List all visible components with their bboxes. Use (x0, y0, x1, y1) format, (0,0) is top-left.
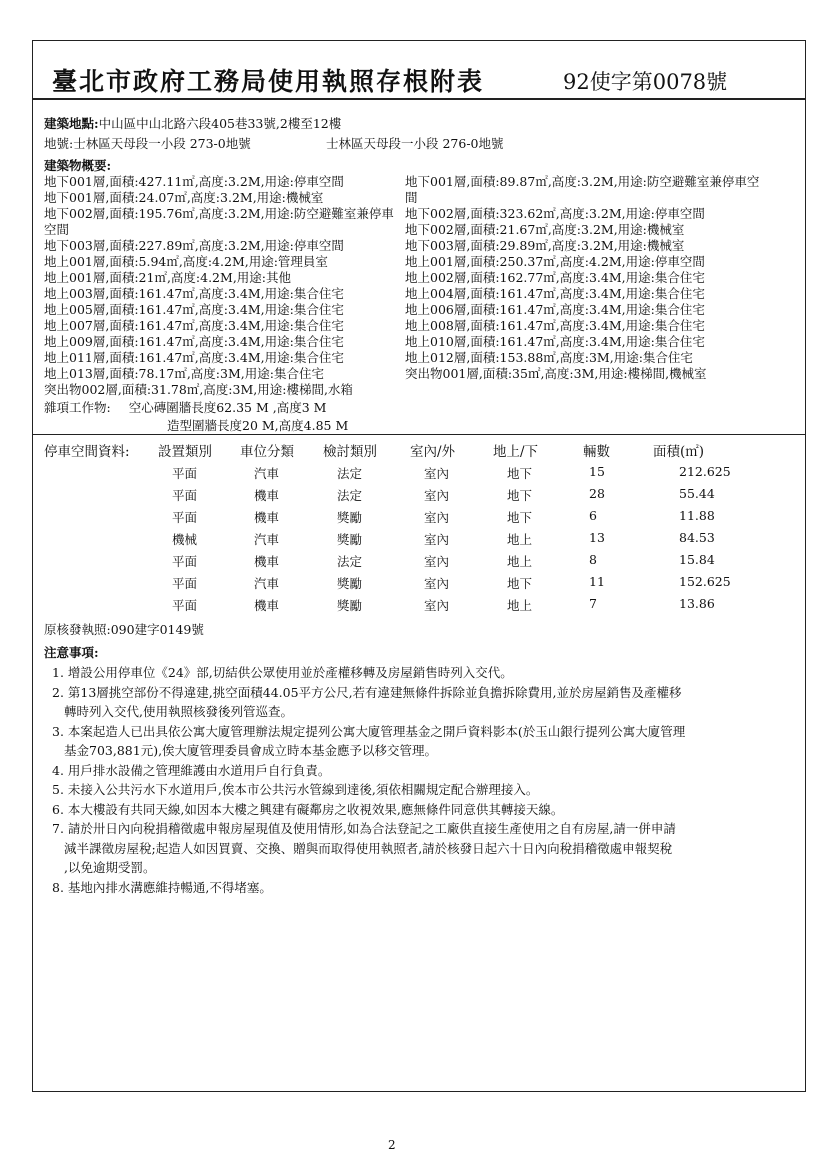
parking-cell: 法定 (337, 488, 363, 503)
parking-cell: 室內 (424, 554, 450, 569)
parking-column-header: 室內/外 (410, 444, 456, 460)
note-line: 8. 基地內排水溝應維持暢通,不得堵塞。 (52, 879, 272, 895)
overview-floor-entry: 地上006層,面積:161.47㎡,高度:3.4M,用途:集合住宅 (405, 302, 705, 317)
overview-floor-entry: 地上003層,面積:161.47㎡,高度:3.4M,用途:集合住宅 (44, 286, 344, 301)
parking-cell: 地下 (507, 466, 533, 481)
parking-cell: 地上 (507, 598, 533, 613)
note-line: 4. 用戶排水設備之管理維護由水道用戶自行負責。 (52, 762, 331, 778)
overview-floor-entry: 地上011層,面積:161.47㎡,高度:3.4M,用途:集合住宅 (44, 350, 344, 365)
parking-column-header: 設置類別 (158, 444, 212, 460)
note-line: 基金703,881元),俟大廈管理委員會成立時本基金應予以移交管理。 (64, 743, 438, 758)
title-divider (32, 98, 806, 100)
parking-cell: 獎勵 (337, 510, 363, 525)
parking-cell: 212.625 (679, 464, 731, 479)
parking-cell: 11 (589, 574, 605, 589)
misc-item-2: 造型圍牆長度20 M,高度4.85 M (167, 418, 349, 433)
parking-cell: 11.88 (679, 508, 715, 523)
parking-label: 停車空間資料: (44, 444, 130, 460)
parking-cell: 15 (589, 464, 605, 479)
parking-cell: 機械 (172, 532, 198, 547)
lot-value-2: 士林區天母段一小段 276-0地號 (326, 136, 504, 151)
parking-cell: 8 (589, 552, 597, 567)
overview-floor-entry: 地上009層,面積:161.47㎡,高度:3.4M,用途:集合住宅 (44, 334, 344, 349)
overview-floor-entry: 地下003層,面積:29.89㎡,高度:3.2M,用途:機械室 (405, 238, 685, 253)
parking-cell: 地上 (507, 532, 533, 547)
overview-floor-entry: 地上010層,面積:161.47㎡,高度:3.4M,用途:集合住宅 (405, 334, 705, 349)
parking-cell: 6 (589, 508, 597, 523)
parking-cell: 汽車 (254, 576, 280, 591)
overview-floor-entry: 地上004層,面積:161.47㎡,高度:3.4M,用途:集合住宅 (405, 286, 705, 301)
overview-floor-entry: 地下002層,面積:323.62㎡,高度:3.2M,用途:停車空間 (405, 206, 705, 221)
parking-column-header: 輛數 (583, 444, 610, 460)
parking-cell: 平面 (172, 554, 198, 569)
overview-floor-entry: 地上001層,面積:21㎡,高度:4.2M,用途:其他 (44, 270, 291, 285)
original-permit-label: 原核發執照: (44, 622, 111, 637)
overview-floor-entry: 地上008層,面積:161.47㎡,高度:3.4M,用途:集合住宅 (405, 318, 705, 333)
permit-number: 92使字第0078號 (563, 70, 728, 94)
parking-cell: 平面 (172, 466, 198, 481)
overview-label: 建築物概要: (44, 158, 112, 173)
parking-cell: 7 (589, 596, 597, 611)
original-permit (44, 622, 204, 638)
parking-cell: 13 (589, 530, 605, 545)
overview-right-column (405, 174, 760, 382)
parking-cell: 地上 (507, 554, 533, 569)
overview-floor-entry: 突出物001層,面積:35㎡,高度:3M,用途:樓梯間,機械室 (405, 366, 707, 381)
overview-floor-entry: 地上005層,面積:161.47㎡,高度:3.4M,用途:集合住宅 (44, 302, 344, 317)
original-permit-value: 090建字0149號 (110, 622, 204, 637)
overview-floor-entry: 地下003層,面積:227.89㎡,高度:3.2M,用途:停車空間 (44, 238, 344, 253)
misc-item-1: 空心磚圍牆長度62.35 M ,高度3 M (128, 400, 327, 415)
parking-column-header: 車位分類 (240, 444, 294, 460)
parking-cell: 地下 (507, 576, 533, 591)
parking-cell: 15.84 (679, 552, 715, 567)
overview-floor-entry: 地下002層,面積:21.67㎡,高度:3.2M,用途:機械室 (405, 222, 685, 237)
parking-cell: 55.44 (679, 486, 715, 501)
parking-cell: 室內 (424, 510, 450, 525)
note-line: 轉時列入交代,使用執照核發後列管巡查。 (64, 704, 293, 719)
parking-cell: 室內 (424, 598, 450, 613)
lot-label: 地號: (44, 136, 74, 151)
parking-cell: 平面 (172, 598, 198, 613)
parking-cell: 機車 (254, 510, 280, 525)
overview-floor-entry: 地下001層,面積:427.11㎡,高度:3.2M,用途:停車空間 (44, 174, 344, 189)
page-number: 2 (388, 1138, 396, 1152)
note-line: 減半課徵房屋稅;起造人如因買賣、交換、贈與而取得使用執照者,請於核發日起六十日內向稅捐稽徵處申報契稅 (64, 840, 673, 856)
parking-cell: 法定 (337, 554, 363, 569)
site-address-label: 建築地點: (44, 116, 99, 131)
overview-floor-entry: 地上013層,面積:78.17㎡,高度:3M,用途:集合住宅 (44, 366, 324, 381)
parking-cell: 地下 (507, 488, 533, 503)
overview-floor-entry: 地下001層,面積:24.07㎡,高度:3.2M,用途:機械室 (44, 190, 324, 205)
parking-cell: 地下 (507, 510, 533, 525)
overview-floor-entry: 地下001層,面積:89.87㎡,高度:3.2M,用途:防空避難室兼停車空間 (405, 174, 760, 205)
lot-value-1: 士林區天母段一小段 273-0地號 (73, 136, 251, 151)
parking-cell: 機車 (254, 488, 280, 503)
parking-cell: 平面 (172, 510, 198, 525)
overview-floor-entry: 地上007層,面積:161.47㎡,高度:3.4M,用途:集合住宅 (44, 318, 344, 333)
parking-cell: 平面 (172, 488, 198, 503)
overview-floor-entry: 地上012層,面積:153.88㎡,高度:3M,用途:集合住宅 (405, 350, 693, 365)
overview-floor-entry: 地下002層,面積:195.76㎡,高度:3.2M,用途:防空避難室兼停車空間 (44, 206, 394, 237)
parking-cell: 獎勵 (337, 598, 363, 613)
parking-cell: 152.625 (679, 574, 731, 589)
parking-cell: 法定 (337, 466, 363, 481)
parking-cell: 28 (589, 486, 605, 501)
misc-works (44, 400, 326, 416)
parking-cell: 機車 (254, 598, 280, 613)
parking-cell: 室內 (424, 466, 450, 481)
overview-divider (32, 434, 806, 435)
parking-cell: 機車 (254, 554, 280, 569)
misc-label: 雜項工作物: (44, 400, 111, 415)
parking-column-header: 面積(㎡) (653, 444, 705, 460)
document-title: 臺北市政府工務局使用執照存根附表 (52, 67, 485, 96)
overview-floor-entry: 地上001層,面積:5.94㎡,高度:4.2M,用途:管理員室 (44, 254, 328, 269)
parking-cell: 獎勵 (337, 532, 363, 547)
parking-column-header: 檢討類別 (323, 444, 377, 460)
notes-label: 注意事項: (44, 645, 99, 660)
lot-number (44, 136, 251, 152)
note-line: 1. 增設公用停車位《24》部,切結供公眾使用並於產權移轉及房屋銷售時列入交代。 (52, 665, 513, 680)
parking-cell: 平面 (172, 576, 198, 591)
parking-column-header: 地上/下 (493, 444, 539, 460)
note-line: ,以免逾期受罰。 (64, 860, 156, 875)
parking-cell: 13.86 (679, 596, 715, 611)
note-line: 2. 第13層挑空部份不得違建,挑空面積44.05平方公尺,若有違建無條件拆除並負擔拆除費用,並於房屋銷售及產權移 (52, 684, 682, 700)
note-line: 3. 本案起造人已出具依公寓大廈管理辦法規定提列公寓大廈管理基金之開戶資料影本(於玉山銀行提列公寓大廈管理 (52, 723, 686, 739)
site-address (44, 116, 341, 132)
parking-cell: 室內 (424, 532, 450, 547)
site-address-value: 中山區中山北路六段405巷33號,2樓至12樓 (98, 116, 342, 131)
overview-floor-entry: 地上001層,面積:250.37㎡,高度:4.2M,用途:停車空間 (405, 254, 705, 269)
note-line: 7. 請於卅日內向稅捐稽徵處申報房屋現值及使用情形,如為合法登記之工廠供直接生產使用之自有房屋,請一併申請 (52, 821, 676, 836)
parking-cell: 汽車 (254, 532, 280, 547)
parking-cell: 獎勵 (337, 576, 363, 591)
parking-cell: 室內 (424, 488, 450, 503)
parking-cell: 84.53 (679, 530, 715, 545)
overview-floor-entry: 地上002層,面積:162.77㎡,高度:3.4M,用途:集合住宅 (405, 270, 705, 285)
note-line: 6. 本大樓設有共同天線,如因本大樓之興建有礙鄰房之收視效果,應無條件同意供其轉接天線。 (52, 801, 564, 817)
overview-left-column (44, 174, 399, 398)
overview-floor-entry: 突出物002層,面積:31.78㎡,高度:3M,用途:樓梯間,水箱 (44, 382, 353, 397)
note-line: 5. 未接入公共污水下水道用戶,俟本市公共污水管線到達後,須依相關規定配合辦理接入。 (52, 782, 539, 797)
parking-cell: 室內 (424, 576, 450, 591)
parking-cell: 汽車 (254, 466, 280, 481)
